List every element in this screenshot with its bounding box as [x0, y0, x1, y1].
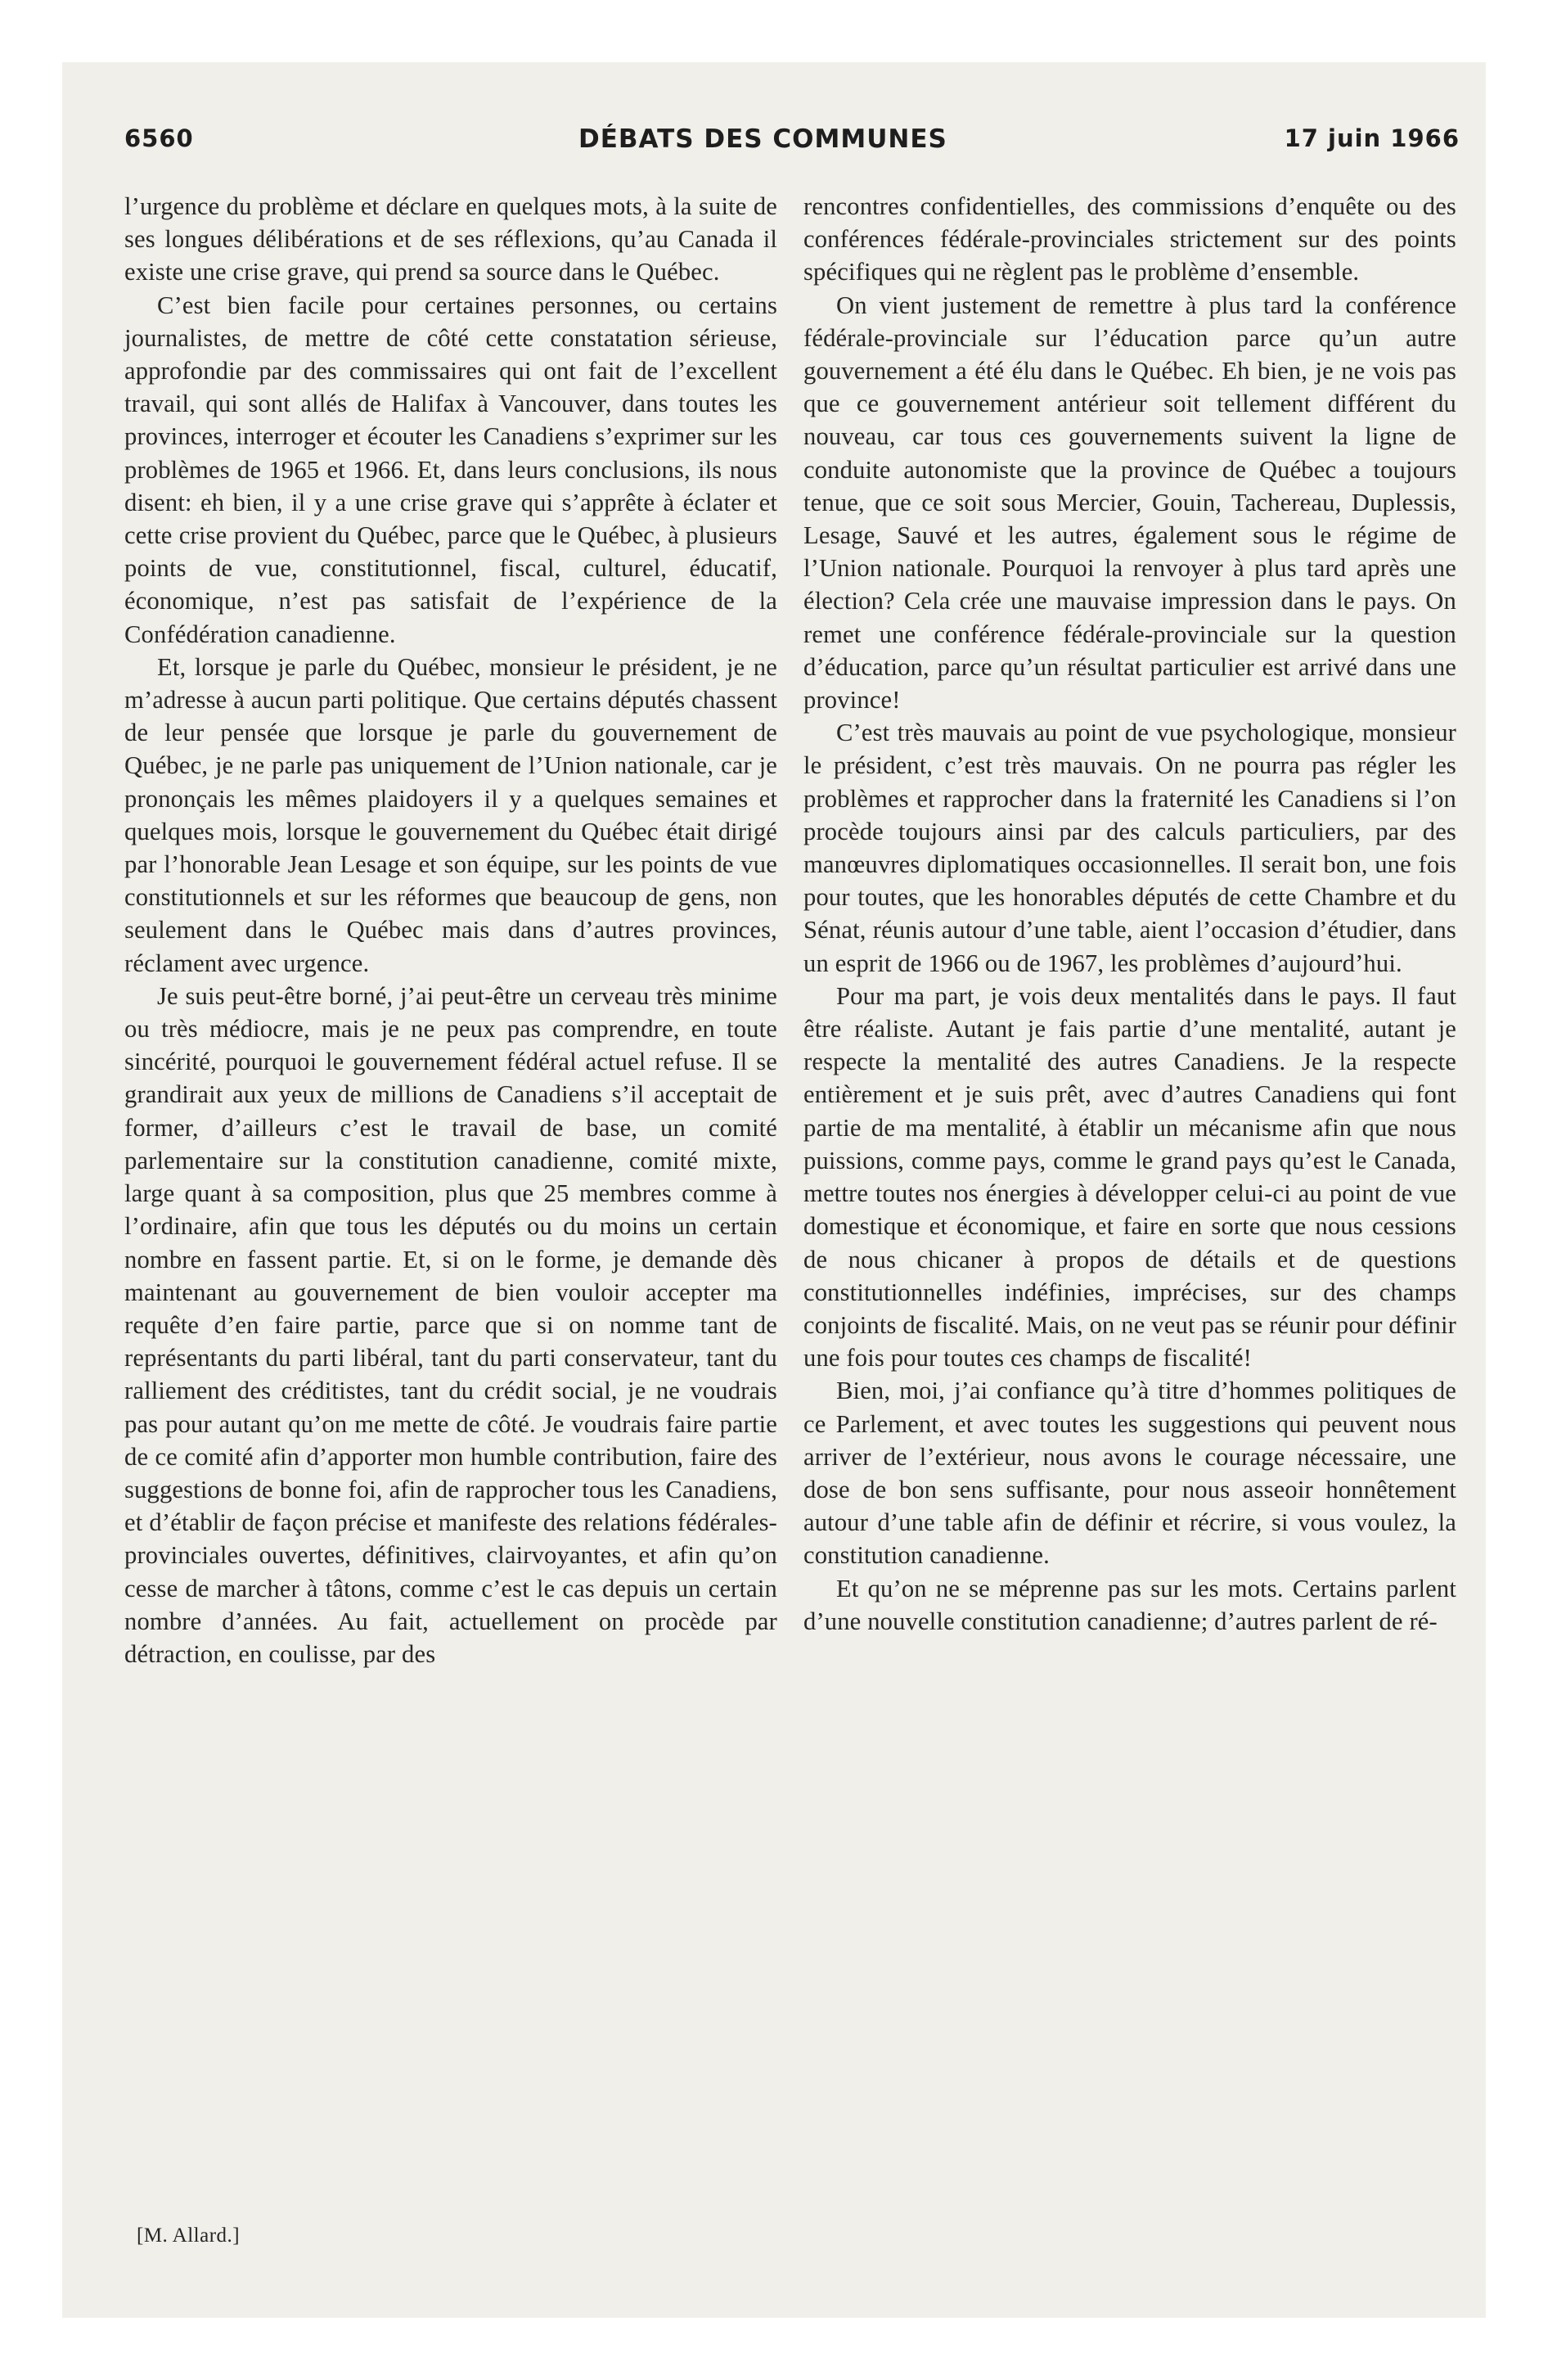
paragraph: C’est bien facile pour certaines personnes, ou certains journalistes, de mettre de côté cette constatation sérieuse, approfondie par des commissaires qui ont fait de l’excellent travail, qui sont allés de Halifax à Vancouver, dans toutes les provinces, interroger et écouter les Canadiens s’exprimer sur les problèmes de 1965 et 1966. Et, dans leurs conclusions, ils nous disent: eh bien, il y a une crise grave qui s’apprête à éclater et cette crise provient du Québec, parce que le Québec, à plusieurs points de vue, constitutionnel, fiscal, culturel, éducatif, économique, n’est pas satisfait de l’expérience de la Confédération canadienne. [124, 291, 777, 648]
header-date: 17 juin 1966 [1284, 124, 1460, 152]
paragraph: Bien, moi, j’ai confiance qu’à titre d’hommes politiques de ce Parlement, et avec toutes les suggestions qui peuvent nous arriver de l’extérieur, nous avons le courage nécessaire, une dose de bon sens suffisante, pour nous asseoir honnêtement autour d’une table afin de définir et récrire, si vous voulez, la constitution canadienne. [803, 1377, 1456, 1570]
left-column [124, 190, 777, 1670]
paragraph: rencontres confidentielles, des commissions d’enquête ou des conférences fédérale-provinciales strictement sur des points spécifiques qui ne règlent pas le problème d’ensemble. [803, 192, 1456, 286]
paragraph: Je suis peut-être borné, j’ai peut-être un cerveau très minime ou très médiocre, mais je ne peux pas comprendre, en toute sincérité, pourquoi le gouvernement fédéral actuel refuse. Il se grandirait aux yeux de millions de Canadiens s’il acceptait de former, d’ailleurs c’est le travail de base, un comité parlementaire sur la constitution canadienne, comité mixte, large quant à sa composition, plus que 25 membres comme à l’ordinaire, afin que tous les députés ou du moins un certain nombre en fassent partie. Et, si on le forme, je demande dès maintenant au gouvernement de bien vouloir accepter ma requête d’en faire partie, parce que si on nomme tant de représentants du parti libéral, tant du parti conservateur, tant du ralliement des créditistes, tant du crédit social, je ne voudrais pas pour autant qu’on me mette de côté. Je voudrais faire partie de ce comité afin d’apporter mon humble contribution, faire des suggestions de bonne foi, afin de rapprocher tous les Canadiens, et d’établir de façon précise et manifeste des relations fédérales-provinciales ouvertes, définitives, clairvoyantes, et afin qu’on cesse de marcher à tâtons, comme c’est le cas depuis un certain nombre d’années. Au fait, actuellement on procède par détraction, en coulisse, par des [124, 981, 777, 1668]
page-header [124, 124, 1460, 174]
speaker-attribution: [M. Allard.] [137, 2224, 241, 2247]
paragraph: l’urgence du problème et déclare en quelques mots, à la suite de ses longues délibérations et de ses réflexions, qu’au Canada il existe une crise grave, qui prend sa source dans le Québec. [124, 192, 777, 286]
paragraph: C’est très mauvais au point de vue psychologique, monsieur le président, c’est très mauvais. On ne pourra pas régler les problèmes et rapprocher dans la fraternité les Canadiens si l’on procède toujours ainsi par des calculs particuliers, par des manœuvres diplomatiques occasionnelles. Il serait bon, une fois pour toutes, que les honorables députés de cette Chambre et du Sénat, réunis autour d’une table, aient l’occasion d’étudier, dans un esprit de 1966 ou de 1967, les problèmes d’aujourd’hui. [803, 719, 1456, 977]
paragraph: On vient justement de remettre à plus tard la conférence fédérale-provinciale sur l’éducation parce qu’un autre gouvernement a été élu dans le Québec. Eh bien, je ne vois pas que ce gouvernement antérieur soit tellement différent du nouveau, car tous ces gouvernements suivent la ligne de conduite autonomiste que la province de Québec a toujours tenue, que ce soit sous Mercier, Gouin, Tachereau, Duplessis, Lesage, Sauvé et les autres, également sous le régime de l’Union nationale. Pourquoi la renvoyer à plus tard après une élection? Cela crée une mauvaise impression dans le pays. On remet une conférence fédérale-provinciale sur la question d’éducation, parce qu’un résultat particulier est arrivé dans une province! [803, 291, 1456, 714]
right-column [803, 190, 1456, 1638]
paragraph: Pour ma part, je vois deux mentalités dans le pays. Il faut être réaliste. Autant je fais partie d’une mentalité, autant je respecte la mentalité des autres Canadiens. Je la respecte entièrement et je suis prêt, avec d’autres Canadiens qui font partie de ma mentalité, à établir un mécanisme afin que nous puissions, comme pays, comme le grand pays qu’est le Canada, mettre toutes nos énergies à développer celui-ci au point de vue domestique et économique, et faire en sorte que nous cessions de nous chicaner à propos de détails et de questions constitutionnelles indéfinies, imprécises, sur des champs conjoints de fiscalité. Mais, on ne veut pas se réunir pour définir une fois pour toutes ces champs de fiscalité! [803, 981, 1456, 1373]
page-number: 6560 [124, 124, 194, 152]
paragraph: Et, lorsque je parle du Québec, monsieur le président, je ne m’adresse à aucun parti politique. Que certains députés chassent de leur pensée que lorsque je parle du gouvernement de Québec, je ne parle pas uniquement de l’Union nationale, car je prononçais les mêmes plaidoyers il y a quelques semaines et quelques mois, lorsque le gouvernement du Québec était dirigé par l’honorable Jean Lesage et son équipe, sur les points de vue constitutionnels et sur les réformes que beaucoup de gens, non seulement dans le Québec mais dans d’autres provinces, réclament avec urgence. [124, 652, 777, 977]
paragraph: Et qu’on ne se méprenne pas sur les mots. Certains parlent d’une nouvelle constitution canadienne; d’autres parlent de ré- [803, 1574, 1456, 1635]
running-title: DÉBATS DES COMMUNES [578, 124, 947, 154]
